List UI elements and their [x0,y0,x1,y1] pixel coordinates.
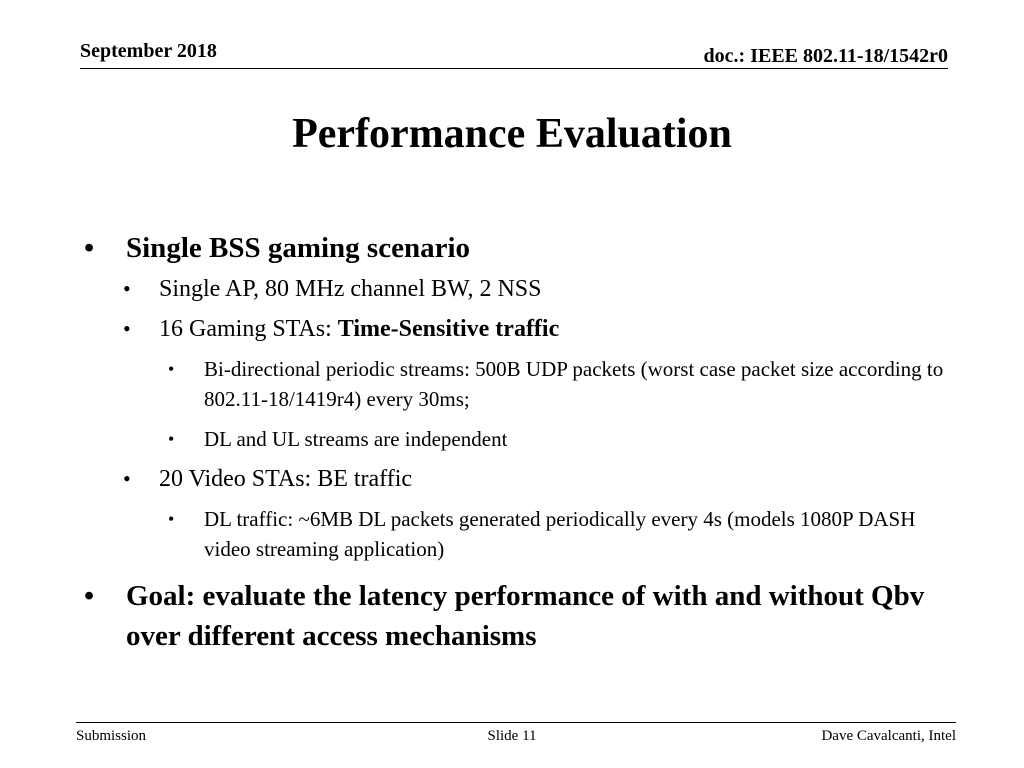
bullet-level3 [84,504,944,564]
bullet-level2 [84,464,944,494]
footer-slide-number: Slide 11 [487,728,537,744]
bullet-level1 [84,228,944,268]
footer-submission: Submission [76,728,147,744]
bullet-text: DL and UL streams are independent [204,427,508,451]
header-rule [80,68,948,69]
bullet-level3 [84,354,944,414]
bullet-text: Single AP, 80 MHz channel BW, 2 NSS [159,276,542,302]
bullet-dot: • [168,359,175,379]
header-doc-id: doc.: IEEE 802.11-18/1542r0 [703,45,948,67]
footer-rule [76,722,956,723]
header-date: September 2018 [80,40,217,62]
bullet-text: Bi-directional periodic streams: 500B UDP packets (worst case packet size according to 802.11-18/1419r4) every 30ms; [204,357,944,411]
bullet-dot: • [84,232,95,264]
slide-content [84,228,944,656]
bullet-text: Single BSS gaming scenario [126,232,471,264]
bullet-dot: • [123,466,131,491]
bullet-bold-text: Time-Sensitive traffic [337,316,560,342]
footer-author: Dave Cavalcanti, Intel [821,728,956,744]
bullet-dot: • [84,580,95,612]
bullet-text: 16 Gaming STAs: [159,316,338,342]
slide-title: Performance Evaluation [292,111,732,157]
bullet-dot: • [168,429,175,449]
bullet-level2 [84,274,944,304]
bullet-level2 [84,314,944,344]
bullet-dot: • [123,276,131,301]
bullet-text: DL traffic: ~6MB DL packets generated periodically every 4s (models 1080P DASH video streaming application) [204,507,916,561]
bullet-dot: • [168,509,175,529]
bullet-text: 20 Video STAs: BE traffic [159,466,413,492]
bullet-text: Goal: evaluate the latency performance of with and without Qbv over different access mechanisms [126,580,925,652]
bullet-level1 [84,576,944,656]
bullet-dot: • [123,316,131,341]
bullet-level3 [84,424,944,454]
